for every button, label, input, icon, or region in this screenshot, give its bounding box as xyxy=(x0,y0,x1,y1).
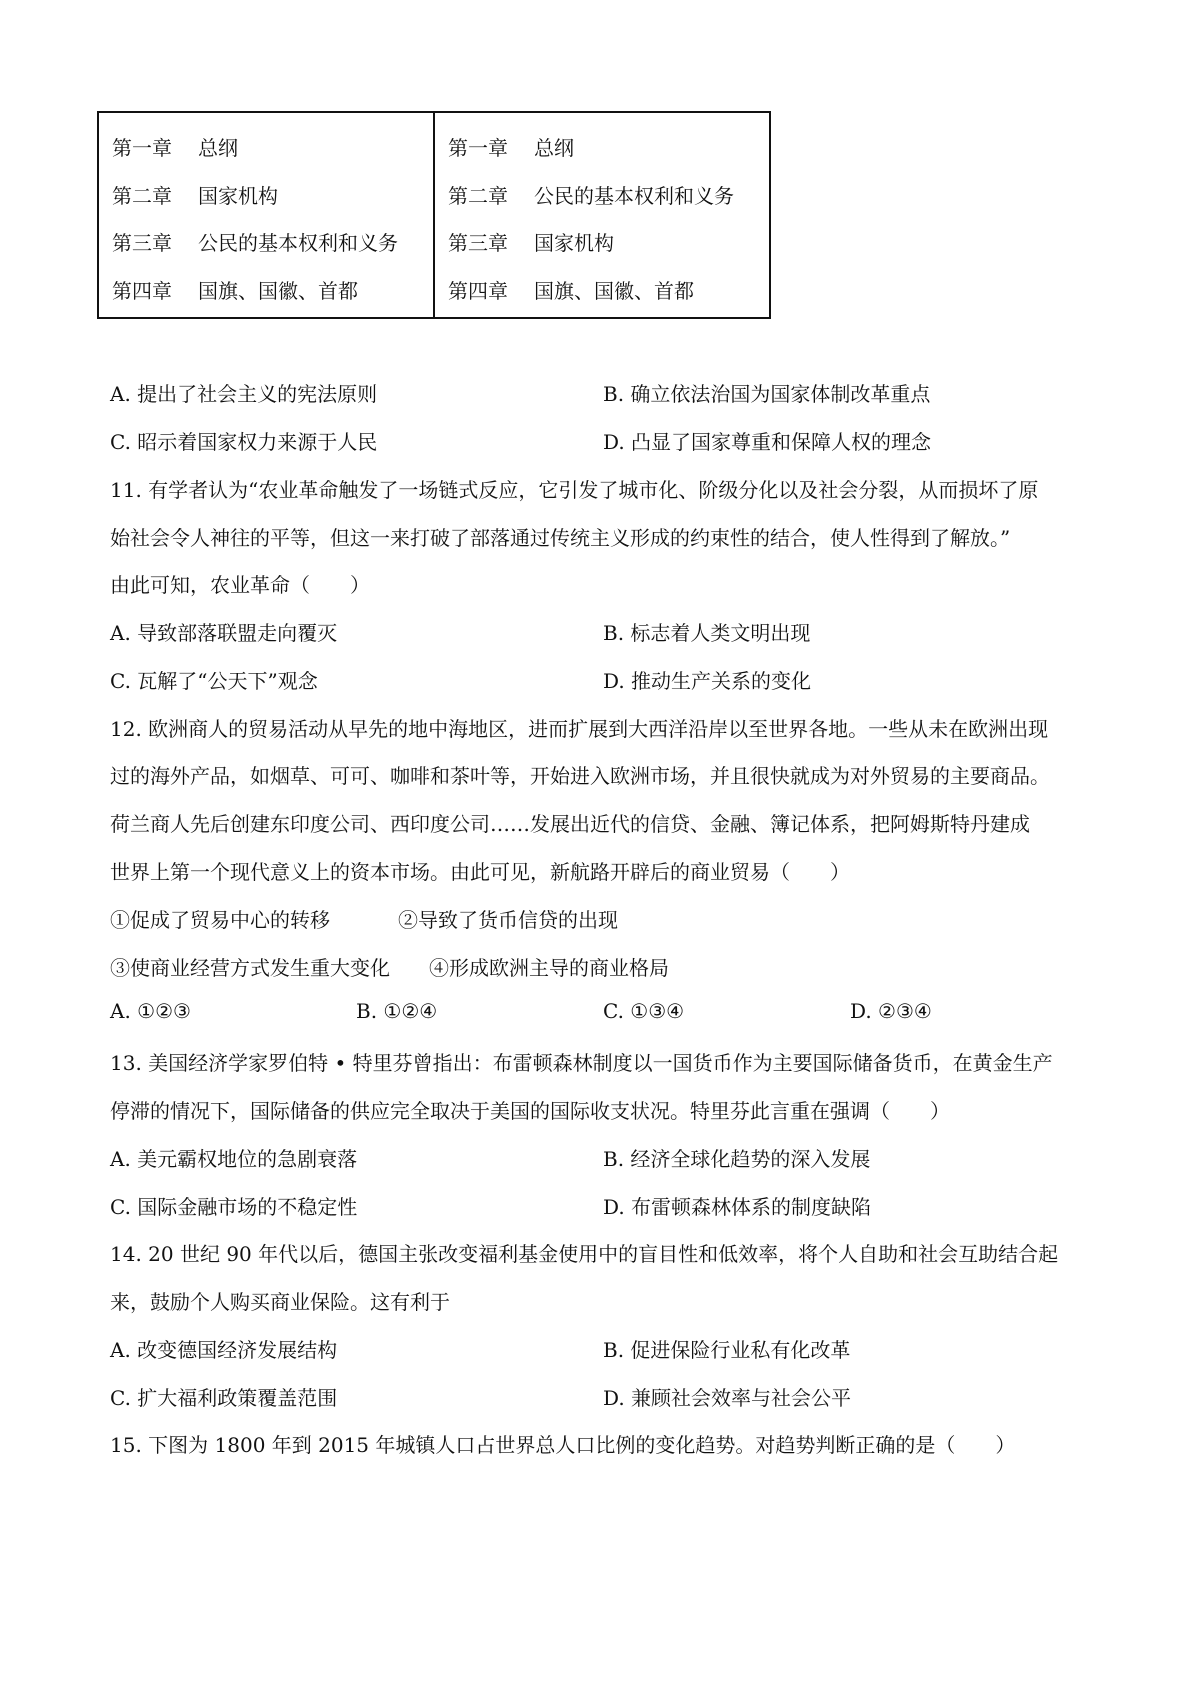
q13-option-b: B. 经济全球化趋势的深入发展 xyxy=(603,1147,871,1171)
q12-statement-2: ②导致了货币信贷的出现 xyxy=(398,908,618,932)
q11-stem-line: 始社会令人神往的平等，但这一来打破了部落通过传统主义形成的约束性的结合，使人性得到了解放。” xyxy=(110,526,1011,550)
q14-option-b: B. 促进保险行业私有化改革 xyxy=(603,1338,851,1362)
q10-option-a: A. 提出了社会主义的宪法原则 xyxy=(110,382,378,406)
q11-option-c: C. 瓦解了“公天下”观念 xyxy=(110,669,318,693)
q13-stem-line: 13. 美国经济学家罗伯特 • 特里芬曾指出：布雷顿森林制度以一国货币作为主要国际储备货币，在黄金生产 xyxy=(110,1051,1053,1075)
chapter-title: 公民的基本权利和义务 xyxy=(534,183,734,208)
q12-stem-line: 世界上第一个现代意义上的资本市场。由此可见，新航路开辟后的商业贸易（ ） xyxy=(110,860,850,884)
table-row xyxy=(448,268,769,316)
q14-option-a: A. 改变德国经济发展结构 xyxy=(110,1338,338,1362)
q12-option-c: C. ①③④ xyxy=(603,999,685,1023)
q12-statement-1: ①促成了贸易中心的转移 xyxy=(110,908,330,932)
q12-stem-line: 荷兰商人先后创建东印度公司、西印度公司……发展出近代的信贷、金融、簿记体系，把阿姆斯特丹建成 xyxy=(110,812,1030,836)
chapter-title: 国旗、国徽、首都 xyxy=(534,278,694,303)
table-row xyxy=(112,268,433,316)
q14-option-d: D. 兼顾社会效率与社会公平 xyxy=(603,1386,852,1410)
chapter-number: 第一章 xyxy=(112,136,172,160)
q12-option-d: D. ②③④ xyxy=(850,999,932,1023)
q13-option-a: A. 美元霸权地位的急剧衰落 xyxy=(110,1147,358,1171)
q11-stem-line: 由此可知，农业革命（ ） xyxy=(110,573,370,597)
q12-option-a: A. ①②③ xyxy=(110,999,191,1023)
chapter-title: 国家机构 xyxy=(198,183,278,208)
chapter-title: 国旗、国徽、首都 xyxy=(198,278,358,303)
chapter-number: 第二章 xyxy=(112,183,172,208)
q14-stem-line: 来，鼓励个人购买商业保险。这有利于 xyxy=(110,1290,450,1314)
chapter-title: 总纲 xyxy=(198,136,238,160)
chapter-title: 公民的基本权利和义务 xyxy=(198,231,398,255)
q11-option-a: A. 导致部落联盟走向覆灭 xyxy=(110,621,338,645)
q14-stem-line: 14. 20 世纪 90 年代以后，德国主张改变福利基金使用中的盲目性和低效率，将个人自助和社会互助结合起 xyxy=(110,1242,1059,1266)
chapter-title: 总纲 xyxy=(534,136,574,160)
q13-option-d: D. 布雷顿森林体系的制度缺陷 xyxy=(603,1195,872,1219)
q13-option-c: C. 国际金融市场的不稳定性 xyxy=(110,1195,358,1219)
q15-stem-line: 15. 下图为 1800 年到 2015 年城镇人口占世界总人口比例的变化趋势。对趋势判断正确的是（ ） xyxy=(110,1433,1016,1457)
q10-option-d: D. 凸显了国家尊重和保障人权的理念 xyxy=(603,430,932,454)
table-row xyxy=(112,173,433,221)
chapter-number: 第四章 xyxy=(448,278,508,303)
q13-stem-line: 停滞的情况下，国际储备的供应完全取决于美国的国际收支状况。特里芬此言重在强调（ ） xyxy=(110,1099,950,1123)
q10-option-b: B. 确立依法治国为国家体制改革重点 xyxy=(603,382,931,406)
q11-stem-line: 11. 有学者认为“农业革命触发了一场链式反应，它引发了城市化、阶级分化以及社会分裂，从而损坏了原 xyxy=(110,478,1039,502)
table-row xyxy=(448,173,769,221)
q12-option-b: B. ①②④ xyxy=(356,999,438,1023)
q11-option-b: B. 标志着人类文明出现 xyxy=(603,621,811,645)
table-right-column xyxy=(434,112,770,318)
q12-statement-4: ④形成欧洲主导的商业格局 xyxy=(429,956,669,980)
q11-option-d: D. 推动生产关系的变化 xyxy=(603,669,812,693)
chapter-number: 第四章 xyxy=(112,278,172,303)
constitution-chapter-table xyxy=(97,111,771,319)
table-row xyxy=(112,125,433,173)
chapter-title: 国家机构 xyxy=(534,231,614,255)
chapter-number: 第三章 xyxy=(112,231,172,255)
q12-statement-3: ③使商业经营方式发生重大变化 xyxy=(110,956,390,980)
chapter-number: 第二章 xyxy=(448,183,508,208)
table-row xyxy=(448,125,769,173)
table-left-column xyxy=(98,112,434,318)
chapter-number: 第三章 xyxy=(448,231,508,255)
q12-stem-line: 12. 欧洲商人的贸易活动从早先的地中海地区，进而扩展到大西洋沿岸以至世界各地。一些从未在欧洲出现 xyxy=(110,717,1049,741)
table-row xyxy=(112,220,433,268)
q14-option-c: C. 扩大福利政策覆盖范围 xyxy=(110,1386,338,1410)
q10-option-c: C. 昭示着国家权力来源于人民 xyxy=(110,430,378,454)
q12-stem-line: 过的海外产品，如烟草、可可、咖啡和茶叶等，开始进入欧洲市场，并且很快就成为对外贸易的主要商品。 xyxy=(110,764,1050,788)
table-row xyxy=(448,220,769,268)
chapter-number: 第一章 xyxy=(448,136,508,160)
